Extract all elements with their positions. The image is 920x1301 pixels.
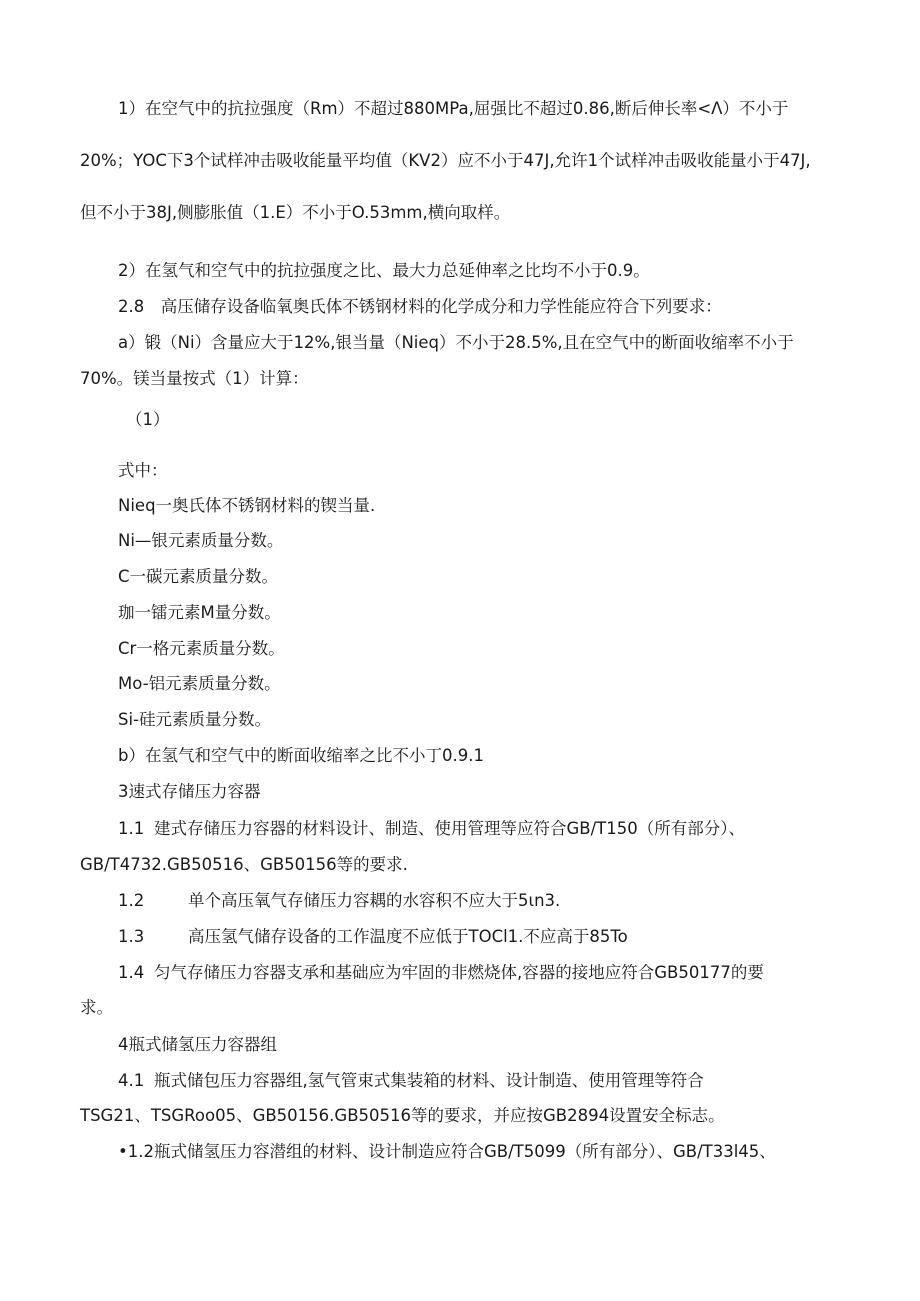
- clause-1-4: [118, 962, 764, 984]
- clause-number: 1.2: [118, 891, 145, 910]
- section-heading: 4瓶式储氢压力容器组: [118, 1035, 277, 1054]
- definition-item: Si-硅元素质量分数。: [118, 710, 272, 729]
- definition-item: Cr一格元素质量分数。: [118, 639, 285, 658]
- definition-item: 珈一镭元素M量分数。: [118, 603, 281, 622]
- clause-1-1: [118, 818, 745, 840]
- clause-text: 建式存储压力容器的材料设计、制造、使用管理等应符合GB/T150（所有部分）、: [154, 819, 745, 838]
- paragraph-line: 但不小于38J,侧膨胀值（1.E）不小于O.53mm,横向取样。: [80, 203, 511, 222]
- clause-4-1: [118, 1070, 704, 1092]
- clause-1-3: [118, 926, 628, 948]
- paragraph-line: 70%。镁当量按式（1）计算：: [80, 369, 309, 388]
- paragraph-line: TSG21、TSGRoo05、GB50156.GB50516等的要求，并应按GB2894设置安全标志。: [80, 1106, 725, 1125]
- definition-item: C一碳元素质量分数。: [118, 567, 279, 586]
- paragraph-line: a）锻（Ni）含量应大于12%,银当量（Nieq）不小于28.5%,且在空气中的断面收缩率不小于: [118, 333, 794, 352]
- clause-number: 1.4: [118, 963, 145, 982]
- clause-number: 4.1: [118, 1071, 145, 1090]
- clause-text: 匀气存储压力容器支承和基础应为牢固的非燃烧体,容器的接地应符合GB50177的要: [154, 963, 764, 982]
- clause-text: 高压氢气储存设备的工作温度不应低于TOCl1.不应高于85To: [188, 927, 628, 946]
- paragraph-line: b）在氢气和空气中的断面收缩率之比不小丁0.9.1: [118, 746, 484, 765]
- paragraph-line: 式中：: [118, 461, 168, 480]
- clause-1-2: [118, 890, 560, 912]
- paragraph-line: GB/T4732.GB50516、GB50156等的要求.: [80, 855, 408, 874]
- equation-number: （1）: [126, 410, 170, 429]
- clause-number: 1.3: [118, 927, 145, 946]
- definition-item: Mo-铝元素质量分数。: [118, 674, 281, 693]
- section-heading: 2.8 高压储存设备临氧奥氏体不锈钢材料的化学成分和力学性能应符合下列要求：: [118, 297, 722, 316]
- paragraph-line: 2）在氢气和空气中的抗拉强度之比、最大力总延伸率之比均不小于0.9。: [118, 261, 650, 280]
- section-heading: 3速式存储压力容器: [118, 782, 261, 801]
- definition-item: Ni—银元素质量分数。: [118, 531, 284, 550]
- paragraph-line: 20%；YOC下3个试样冲击吸收能量平均值（KV2）应不小于47J,允许1个试样冲击吸收能量小于47J,: [80, 151, 811, 170]
- clause-4-2: •1.2瓶式储氢压力容潜组的材料、设计制造应符合GB/T5099（所有部分）、GB/T33l45、: [118, 1142, 776, 1161]
- clause-text: 瓶式储包压力容器组,氢气管束式集装箱的材料、设计制造、使用管理等符合: [154, 1071, 704, 1090]
- paragraph-line: 求。: [80, 998, 113, 1017]
- clause-text: 单个高压氧气存储压力容耦的水容积不应大于5ιn3.: [188, 891, 561, 910]
- definition-item: Nieq一奥氏体不锈钢材料的锲当量.: [118, 496, 376, 515]
- clause-number: 1.1: [118, 819, 145, 838]
- paragraph-line: 1）在空气中的抗拉强度（Rm）不超过880MPa,屈强比不超过0.86,断后伸长率<Λ）不小于: [118, 99, 789, 118]
